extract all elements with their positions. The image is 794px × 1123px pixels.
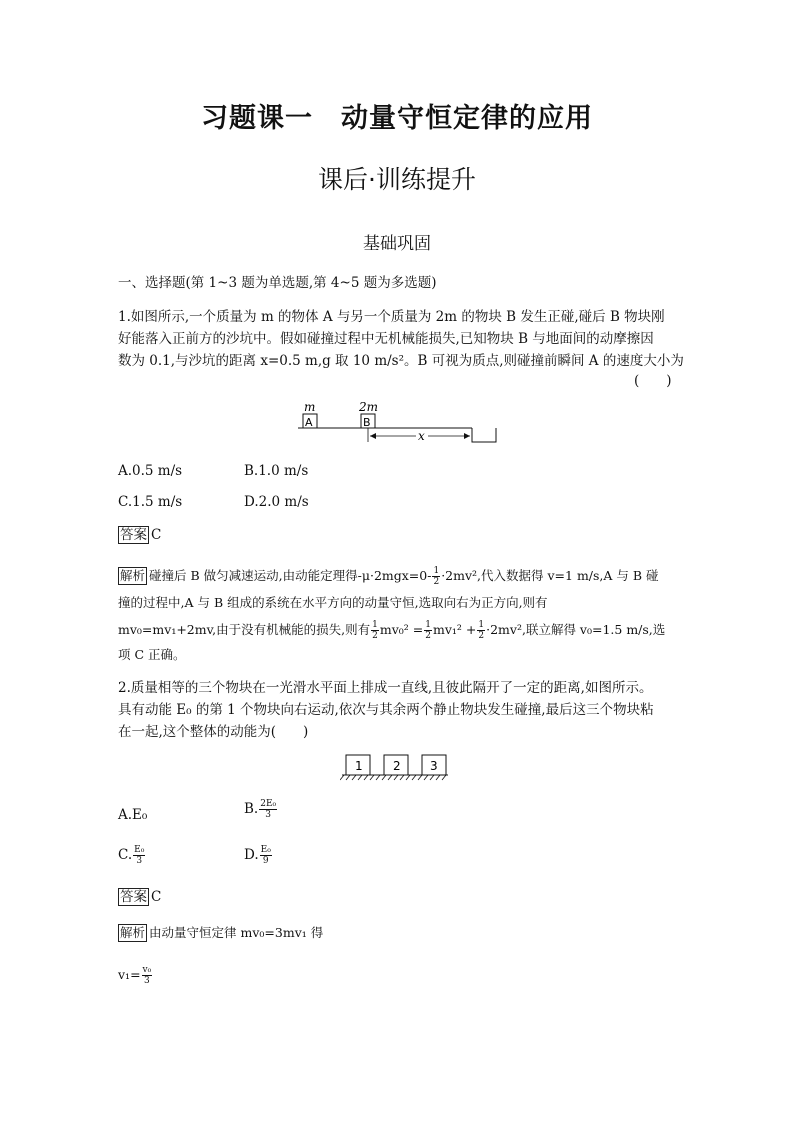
q2-block-2-label: 2 — [393, 759, 401, 773]
q2-stem-line3: 在一起,这个整体的动能为( ) — [118, 724, 309, 740]
q2-option-c: C. $\frac{\text{E₀}}{3}$ — [118, 845, 145, 866]
q2-figure — [340, 753, 450, 783]
q1-option-a: A.0.5 m/s — [118, 463, 183, 479]
q1-answer — [118, 524, 161, 546]
q1-fig-sand-pit — [472, 428, 496, 442]
page-subtitle: 课后·训练提升 — [318, 165, 476, 194]
q1-analysis-line4: 项 C 正确。 — [118, 647, 186, 662]
q2-option-b: B. $\frac{\text{2E₀}}{3}$ — [244, 799, 277, 820]
section-heading: 基础巩固 — [363, 234, 431, 254]
part-heading: 一、选择题(第 1~3 题为单选题,第 4~5 题为多选题) — [118, 275, 437, 291]
q1-fig-label-a: A — [305, 416, 313, 429]
q2-option-d: D. $\frac{\text{E₀}}{9}$ — [244, 845, 271, 866]
q1-stem-line2: 好能落入正前方的沙坑中。假如碰撞过程中无机械能损失,已知物块 B 与地面间的动摩擦因 — [118, 331, 654, 347]
q1-fig-mass-a: m — [304, 400, 316, 414]
q1-fig-mass-b: 2m — [359, 400, 379, 414]
q2-answer — [118, 886, 161, 908]
q1-fig-label-b: B — [363, 416, 371, 429]
q2-block-1-label: 1 — [355, 759, 363, 773]
q1-option-d: D.2.0 m/s — [244, 494, 309, 510]
page-title: 习题课一 动量守恒定律的应用 — [201, 103, 593, 134]
q1-analysis-line1: 解析 碰撞后 B 做匀减速运动,由动能定理得-μ·2mgx=0- $\frac{1}{2}$ ·2mv²,代入数据得 v=1 m/s,A 与 B 碰 — [120, 566, 659, 587]
q1-fig-dist-label: x — [418, 429, 425, 443]
q1-option-b: B.1.0 m/s — [244, 463, 309, 479]
q1-figure — [294, 400, 504, 446]
q2-block-3-label: 3 — [430, 759, 438, 773]
q1-analysis-line2: 撞的过程中,A 与 B 组成的系统在水平方向的动量守恒,选取向右为正方向,则有 — [118, 595, 548, 610]
q1-analysis-line3: mv₀=mv₁+2mv,由于没有机械能的损失,则有 $\frac{1}{2}$ mv₀² = $\frac{1}{2}$ mv₁² + $\frac{1}{2}$ ·2mv²,联立解得 v₀=1.5 m/s,选 — [118, 620, 666, 641]
q1-option-c: C.1.5 m/s — [118, 494, 183, 510]
q2-analysis-tag: 解析 — [120, 925, 146, 940]
q2-answer-value: C — [151, 889, 162, 905]
q2-answer-tag: 答案 — [120, 889, 147, 905]
q1-answer-value: C — [151, 527, 162, 543]
q2-analysis-line1: 解析 由动量守恒定律 mv₀=3mv₁ 得 — [120, 925, 324, 940]
q1-stem-line3: 数为 0.1,与沙坑的距离 x=0.5 m,g 取 10 m/s²。B 可视为质点,则碰撞前瞬间 A 的速度大小为 — [118, 353, 684, 369]
q1-answer-tag: 答案 — [120, 527, 147, 543]
q2-stem-line1: 2.质量相等的三个物块在一光滑水平面上排成一直线,且彼此隔开了一定的距离,如图所示。 — [118, 680, 653, 696]
q2-option-a: A.E₀ — [118, 807, 148, 823]
q1-answer-bracket: ( ) — [634, 373, 672, 389]
q2-analysis-result: v₁= $\frac{\text{v₀}}{3}$ — [118, 965, 152, 986]
q1-analysis-tag: 解析 — [120, 568, 146, 583]
q2-stem-line2: 具有动能 E₀ 的第 1 个物块向右运动,依次与其余两个静止物块发生碰撞,最后这三个物块粘 — [118, 702, 654, 718]
q1-stem-line1: 1.如图所示,一个质量为 m 的物体 A 与另一个质量为 2m 的物块 B 发生正碰,碰后 B 物块刚 — [118, 309, 665, 325]
